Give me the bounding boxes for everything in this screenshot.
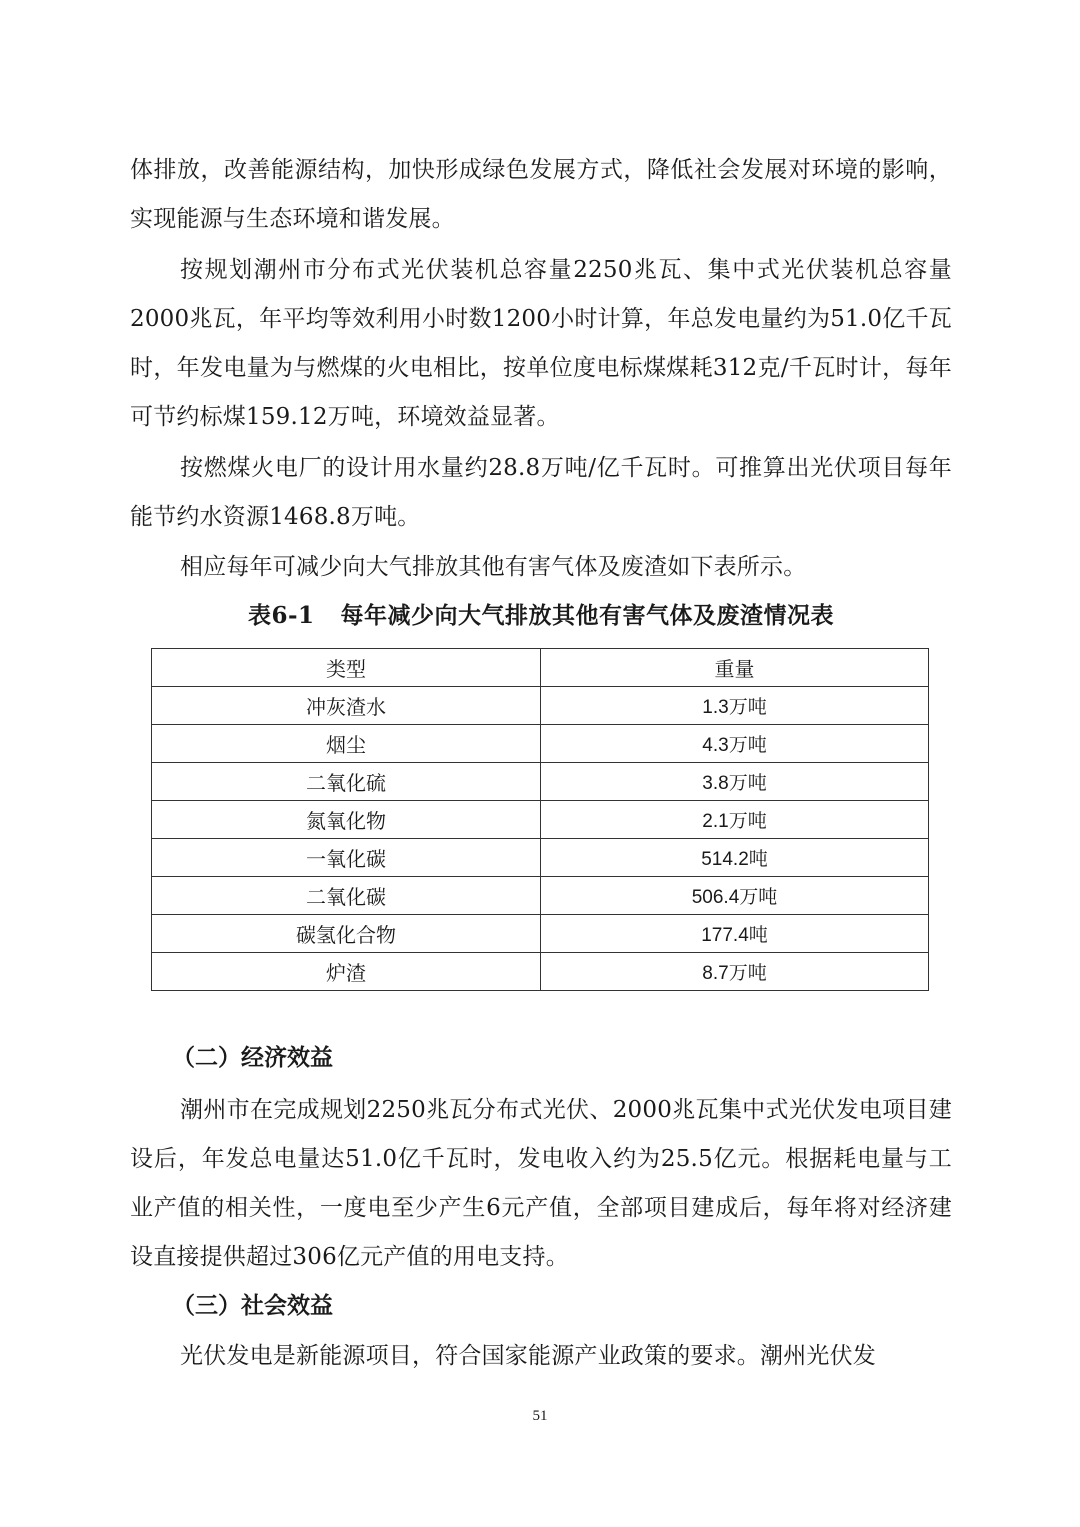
table-row (152, 877, 929, 915)
table-caption (130, 594, 952, 638)
paragraph-economic-benefit: 潮州市在完成规划2250兆瓦分布式光伏、2000兆瓦集中式光伏发电项目建设后，年发总电量达51.0亿千瓦时，发电收入约为25.5亿元。根据耗电量与工业产值的相关性，一度电至少产生6元产值，全部项目建成后，每年将对经济建设直接提供超过306亿元产值的用电支持。 (130, 1097, 952, 1270)
table-cell-type: 一氧化碳 (152, 839, 541, 877)
paragraph-social-benefit: 光伏发电是新能源项目，符合国家能源产业政策的要求。潮州光伏发 (180, 1343, 876, 1369)
table-cell-type: 二氧化硫 (152, 763, 541, 801)
table-caption-title: 每年减少向大气排放其他有害气体及废渣情况表 (340, 602, 835, 629)
table-cell-weight: 2.1万吨 (541, 801, 929, 839)
paragraph-continuation: 体排放，改善能源结构，加快形成绿色发展方式，降低社会发展对环境的影响，实现能源与生态环境和谐发展。 (130, 157, 952, 232)
table-row (152, 687, 929, 725)
table-row (152, 839, 929, 877)
emission-reduction-table (151, 648, 929, 991)
table-cell-type: 二氧化碳 (152, 877, 541, 915)
table-cell-type: 烟尘 (152, 725, 541, 763)
table-row (152, 763, 929, 801)
table-cell-type: 冲灰渣水 (152, 687, 541, 725)
page-number: 51 (532, 1408, 548, 1424)
table-cell-weight: 1.3万吨 (541, 687, 929, 725)
paragraph-water-saving: 按燃煤火电厂的设计用水量约28.8万吨/亿千瓦时。可推算出光伏项目每年能节约水资源1468.8万吨。 (130, 455, 952, 530)
table-cell-weight: 4.3万吨 (541, 725, 929, 763)
table-caption-number: 表6-1 (247, 602, 315, 629)
table-cell-type: 炉渣 (152, 953, 541, 991)
table-cell-weight: 514.2吨 (541, 839, 929, 877)
section-heading-social: （三）社会效益 (172, 1292, 333, 1319)
section-heading-economic: （二）经济效益 (172, 1044, 333, 1071)
table-row (152, 953, 929, 991)
table-header-row (152, 649, 929, 687)
table-cell-weight: 8.7万吨 (541, 953, 929, 991)
table-cell-type: 碳氢化合物 (152, 915, 541, 953)
table-cell-weight: 506.4万吨 (541, 877, 929, 915)
table-row (152, 725, 929, 763)
table-row (152, 915, 929, 953)
table-header-type: 类型 (152, 649, 541, 687)
paragraph-pv-capacity: 按规划潮州市分布式光伏装机总容量2250兆瓦、集中式光伏装机总容量2000兆瓦，年平均等效利用小时数1200小时计算，年总发电量约为51.0亿千瓦时，年发电量为与燃煤的火电相比，按单位度电标煤煤耗312克/千瓦时计，每年可节约标煤159.12万吨，环境效益显著。 (130, 257, 952, 430)
table-header-weight: 重量 (541, 649, 929, 687)
table-cell-weight: 177.4吨 (541, 915, 929, 953)
table-row (152, 801, 929, 839)
table-cell-type: 氮氧化物 (152, 801, 541, 839)
paragraph-table-intro: 相应每年可减少向大气排放其他有害气体及废渣如下表所示。 (180, 554, 807, 580)
table-cell-weight: 3.8万吨 (541, 763, 929, 801)
